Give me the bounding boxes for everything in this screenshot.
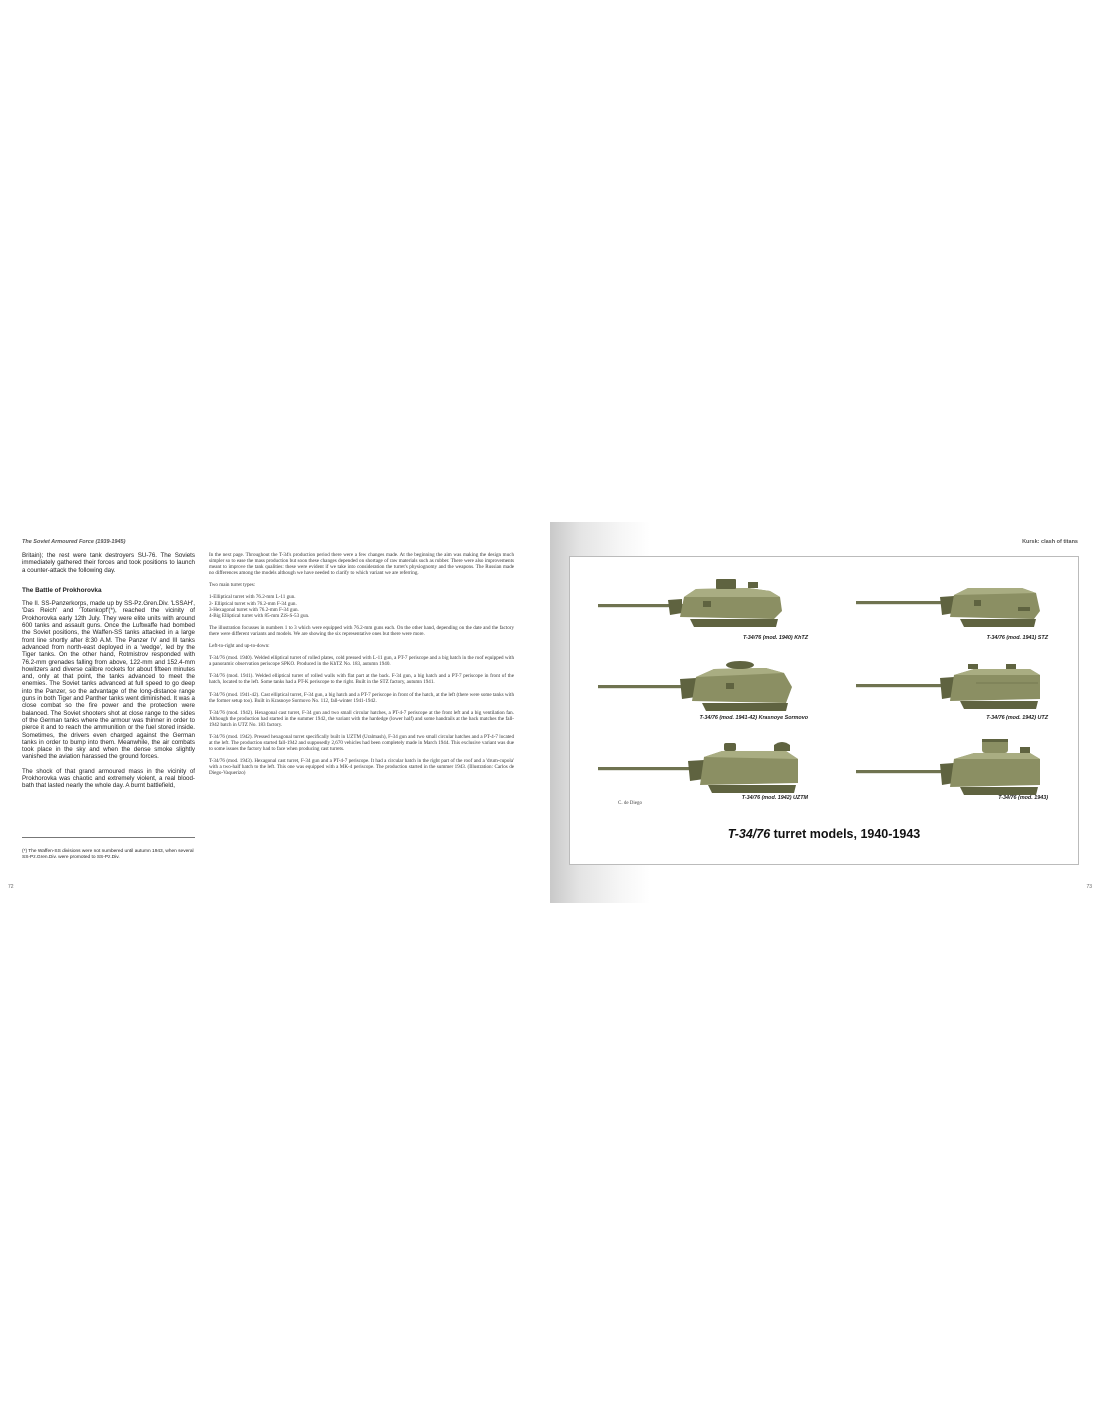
body-paragraph: T-34/76 (mod. 1942). Pressed hexagonal turret specifically built in UZTM (Uralmash), F-34 gun and two small circular hatches and a PT-4-7 located at the left. The production started fall-1942 and supposedly 2,670 vehicles had been completely made in March 1944. This exclusive variant was due to some issues the factory had to face when producing cast turrets. <box>209 733 514 753</box>
body-paragraph: The II. SS-Panzerkorps, made up by SS-Pz.Gren.Div. 'LSSAH', 'Das Reich' and 'Totenkopf'(*), reached the vicinity of Prokhorovka early 12th July. They were elite units with around 600 tanks and assault guns. Once the Luftwaffe had bombed the Soviet positions, the Waffen-SS tanks attacked in a large front line shortly after 8:30 A.M. The Panzer IV and III tanks advanced from north-east deployed in a 'wedge', led by the Tiger tanks. On the other hand, Rotmistrov responded with 76.2-mm grenades falling from above, 122-mm and 152.4-mm howitzers and diverse calibre rockets for about fifteen minutes and, only at that point, the tanks advanced to meet the enemies. The Soviet tanks advanced at full speed to go deep into the Panzer, so the advantage of the long-distance range guns in both Tiger and Panther tanks went diminished. It was a close combat so the fire power and the protection were balanced. The Soviet shooters shot at close range to the sides of the German tanks where the armour was thinner in order to pierce it and to reach the ammunition or the fuel stored inside. Sometimes, the drivers even charged against the German tanks in order to bump into them. Meanwhile, the air combats took place in the sky and when the dense smoke slightly vanished the aviation harassed the ground forces. <box>22 600 195 761</box>
turret-illustration-1942-utz <box>856 661 1042 713</box>
right-page <box>550 522 1100 903</box>
caption-mod-1942-utz: T-34/76 (mod. 1942) UTZ <box>986 715 1048 721</box>
turret-illustration-1941-42 <box>598 657 794 713</box>
body-paragraph: The shock of that grand armoured mass in the vicinity of Prokhorovka was chaotic and extremely violent, a real blood-bath that lasted nearly the whole day. A burnt battlefield, <box>22 767 195 790</box>
turret-type-list <box>209 594 514 618</box>
body-paragraph: T-34/76 (mod. 1941-42). Cast elliptical turret, F-34 gun, a big hatch and a PT-7 periscope in front of the hatch, at the left (there were some tanks with the former setup too). Built in Krasnoye Sormovo No. 112, fall-winter 1941-1942. <box>209 691 514 704</box>
turret-drawing <box>856 737 1042 797</box>
illustration-credit: C. de Diego <box>618 801 643 806</box>
intro-paragraph: Britain); the rest were tank destroyers SU-76. The Soviets immediately gathered their forces and took positions to launch a counter-attack the following day. <box>22 552 195 574</box>
body-paragraph: Two main turret types: <box>209 582 256 589</box>
turret-illustration-1940 <box>598 575 784 633</box>
footnote: (*) The Waffen-SS divisions were not numbered until autumn 1943, when several SS-Pz.Gren.Div. were promoted to SS-Pz.Div. <box>22 849 194 860</box>
turret-drawing <box>598 657 794 713</box>
turret-drawing <box>856 583 1042 631</box>
turret-illustration-plate <box>569 556 1079 865</box>
turret-drawing <box>598 575 784 633</box>
caption-mod-1941-42: T-34/76 (mod. 1941-42) Krasnoye Sormovo <box>699 715 808 721</box>
caption-mod-1941: T-34/76 (mod. 1941) STZ <box>986 635 1048 641</box>
body-paragraph: T-34/76 (mod. 1942). Hexagonal cast turret, F-34 gun and two small circular hatches, a PT-4-7 periscope at the front left and a big ventilation fan. Although the production had started in the summer 1942, the variant with the hardedge (lower half) and some handrails at the back matches the fall-1942 batch in UTZ No. 183 factory. <box>209 709 514 728</box>
turret-illustration-1942-uztm <box>598 737 804 797</box>
running-head-left: The Soviet Armoured Force (1939-1945) <box>22 539 126 545</box>
body-paragraph: Left-to-right and up-to-down: <box>209 643 270 650</box>
running-head-right: Kursk: clash of titans <box>1022 539 1078 545</box>
left-page <box>0 522 550 903</box>
text-column-2 <box>209 552 514 783</box>
footnote-rule <box>22 837 195 838</box>
turret-illustration-1941 <box>856 583 1042 631</box>
body-paragraph: In the next page. Throughout the T-34's production period there were a few changes made. At the beginning the aim was making the design much simpler so to ease the mass production but soon these changes depended on shortage of raw materials such as rubber. There were also improvements meant to improve the tank qualities: these were evident if we take into consideration the turret's physiognomy and the weapons. The Russian made no differences among the models although we have needed to clarify to which variant we are referring. <box>209 552 514 577</box>
list-item: 1-Elliptical turret with 76.2-mm L-11 gun. <box>209 594 296 601</box>
turret-drawing <box>598 737 804 797</box>
turret-drawing <box>856 661 1042 713</box>
turret-illustration-1943 <box>856 737 1042 797</box>
book-spread <box>0 522 1100 903</box>
list-item: 3-Hexagonal turret with 76.2-mm F-34 gun. <box>209 606 299 613</box>
body-paragraph: T-34/76 (mod. 1941). Welded elliptical turret of rolled walls with flat part at the back. F-34 gun, a big hatch and a PT-7 periscope in front of the hatch, located to the left. Some tanks had a PT-K periscope to the right. Built in the STZ factory, autumn 1941. <box>209 673 514 686</box>
list-item: 4-Big Elliptical turret with 85-mm ZiS-S-53 gun. <box>209 612 310 619</box>
caption-mod-1940: T-34/76 (mod. 1940) KhTZ <box>742 635 808 641</box>
figure-title <box>570 827 1078 841</box>
page-number-right: 73 <box>1086 884 1092 890</box>
body-paragraph: T-34/76 (mod. 1943). Hexagonal cast turret, F-34 gun and a PT-4-7 periscope. It had a circular hatch in the right part of the roof and a 'drum-cupola' with a two-half hatch to the left. This one was equipped with a MK-4 periscope. The production started in the summer 1943. (Illustration: Carlos de Diego-Vaquerizo) <box>209 758 514 777</box>
text-column-1 <box>22 552 195 797</box>
page-number-left: 72 <box>8 884 14 890</box>
section-heading: The Battle of Prokhorovka <box>22 586 102 594</box>
list-item: 2- Elliptical turret with 76.2-mm F-34 gun. <box>209 600 297 607</box>
body-paragraph: The illustration focusses in numbers 1 to 3 which were equipped with 76.2-mm guns each. On the other hand, depending on the date and the factory there were different variants and models. We are showing the six representative ones but there were more. <box>209 624 514 637</box>
caption-mod-1943: T-34/76 (mod. 1943) <box>998 795 1048 801</box>
caption-mod-1942-uztm: T-34/76 (mod. 1942) UZTM <box>741 795 808 801</box>
figure-title-model: T-34/76 <box>727 827 771 841</box>
figure-title-rest: turret models, 1940-1943 <box>770 827 921 841</box>
body-paragraph: T-34/76 (mod. 1940). Welded elliptical turret of rolled plates, cold pressed with L-11 gun, a PT-7 periscope and a big hatch in the roof equipped with a panoramic observation periscope SPKO. Produced in the KhTZ No. 183, autumn 1940. <box>209 655 514 668</box>
